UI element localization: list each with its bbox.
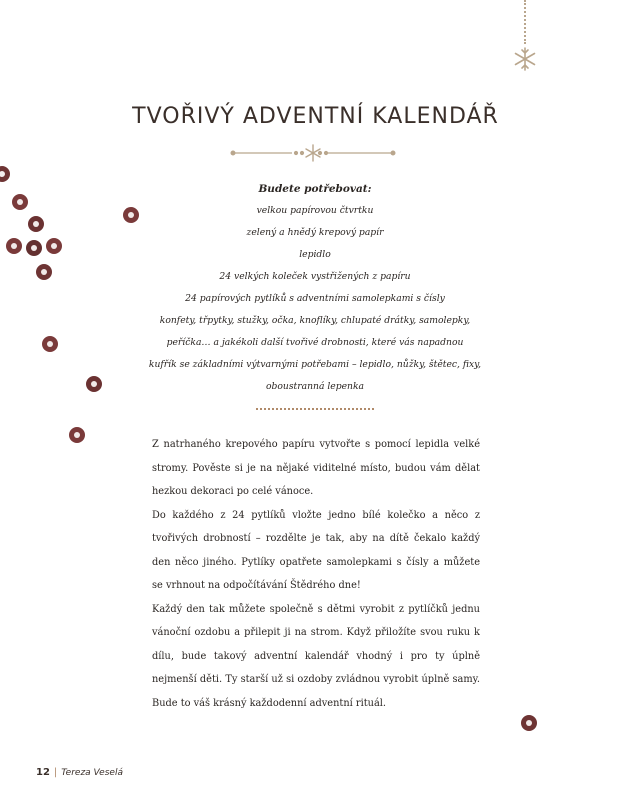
bead-icon: [10, 192, 30, 212]
bead-icon: [34, 262, 54, 282]
bead-icon: [519, 713, 539, 733]
bead-icon: [84, 374, 104, 394]
title-ornament: [230, 143, 396, 163]
materials-list: [100, 178, 530, 398]
bead-icon: [24, 238, 44, 258]
materials-item: kufřík se základními výtvarnými potřebami – lepidlo, nůžky, štětec, fixy,: [148, 359, 482, 370]
author-name: Tereza Veselá: [61, 768, 123, 778]
paragraph: Z natrhaného krepového papíru vytvořte s pomocí lepidla velké stromy. Pověste si je na nějaké viditelné místo, budou vám dělat hezkou dekoraci po celé vánoce.: [152, 439, 480, 497]
materials-item: lepidlo: [299, 249, 331, 260]
instructions-text: [152, 433, 480, 715]
materials-item: oboustranná lepenka: [265, 381, 365, 392]
materials-item: zelený a hnědý krepový papír: [246, 227, 384, 238]
hanging-string: [524, 0, 527, 44]
page-footer: [36, 767, 123, 778]
materials-heading: Budete potřebovat:: [258, 183, 372, 195]
page-title: TVOŘIVÝ ADVENTNÍ KALENDÁŘ: [132, 104, 499, 129]
bead-icon: [67, 425, 87, 445]
bead-icon: [40, 334, 60, 354]
materials-item: velkou papírovou čtvrtku: [256, 205, 374, 216]
paragraph: Do každého z 24 pytlíků vložte jedno bílé kolečko a něco z tvořivých drobností – rozdělte je tak, aby na dítě čekalo každý den něco jiného. Pytlíky opatřete samolepkami s čísly a můžete se vrhnout na odpočítávání Štědrého dne!: [152, 509, 480, 591]
materials-item: 24 velkých koleček vystřižených z papíru: [219, 271, 411, 282]
paragraph: Každý den tak můžete společně s dětmi vyrobit z pytlíčků jednu vánoční ozdobu a přilepit ji na strom. Když přiložíte svou ruku k dílu, bude takový adventní kalendář vhodný i pro ty úplně nejmenší děti. Ty starší už si ozdoby zvládnou vyrobit úplně samy. Bude to váš krásný každodenní adventní rituál.: [152, 603, 480, 709]
materials-item: peříčka… a jakékoli další tvořivé drobnosti, které vás napadnou: [166, 337, 464, 348]
bead-icon: [4, 236, 24, 256]
snowflake-icon: [306, 145, 320, 161]
bead-icon: [0, 165, 12, 183]
bead-icon: [121, 205, 141, 225]
materials-item: konfety, třpytky, stužky, očka, knoflíky, chlupaté drátky, samolepky,: [159, 315, 471, 326]
page-number: 12: [36, 767, 50, 778]
bead-icon: [26, 214, 46, 234]
section-divider: [256, 408, 374, 412]
snowflake-icon: [512, 46, 538, 72]
bead-icon: [44, 236, 64, 256]
materials-item: 24 papírových pytlíků s adventními samolepkami s čísly: [185, 293, 445, 304]
footer-separator: |: [53, 767, 58, 778]
